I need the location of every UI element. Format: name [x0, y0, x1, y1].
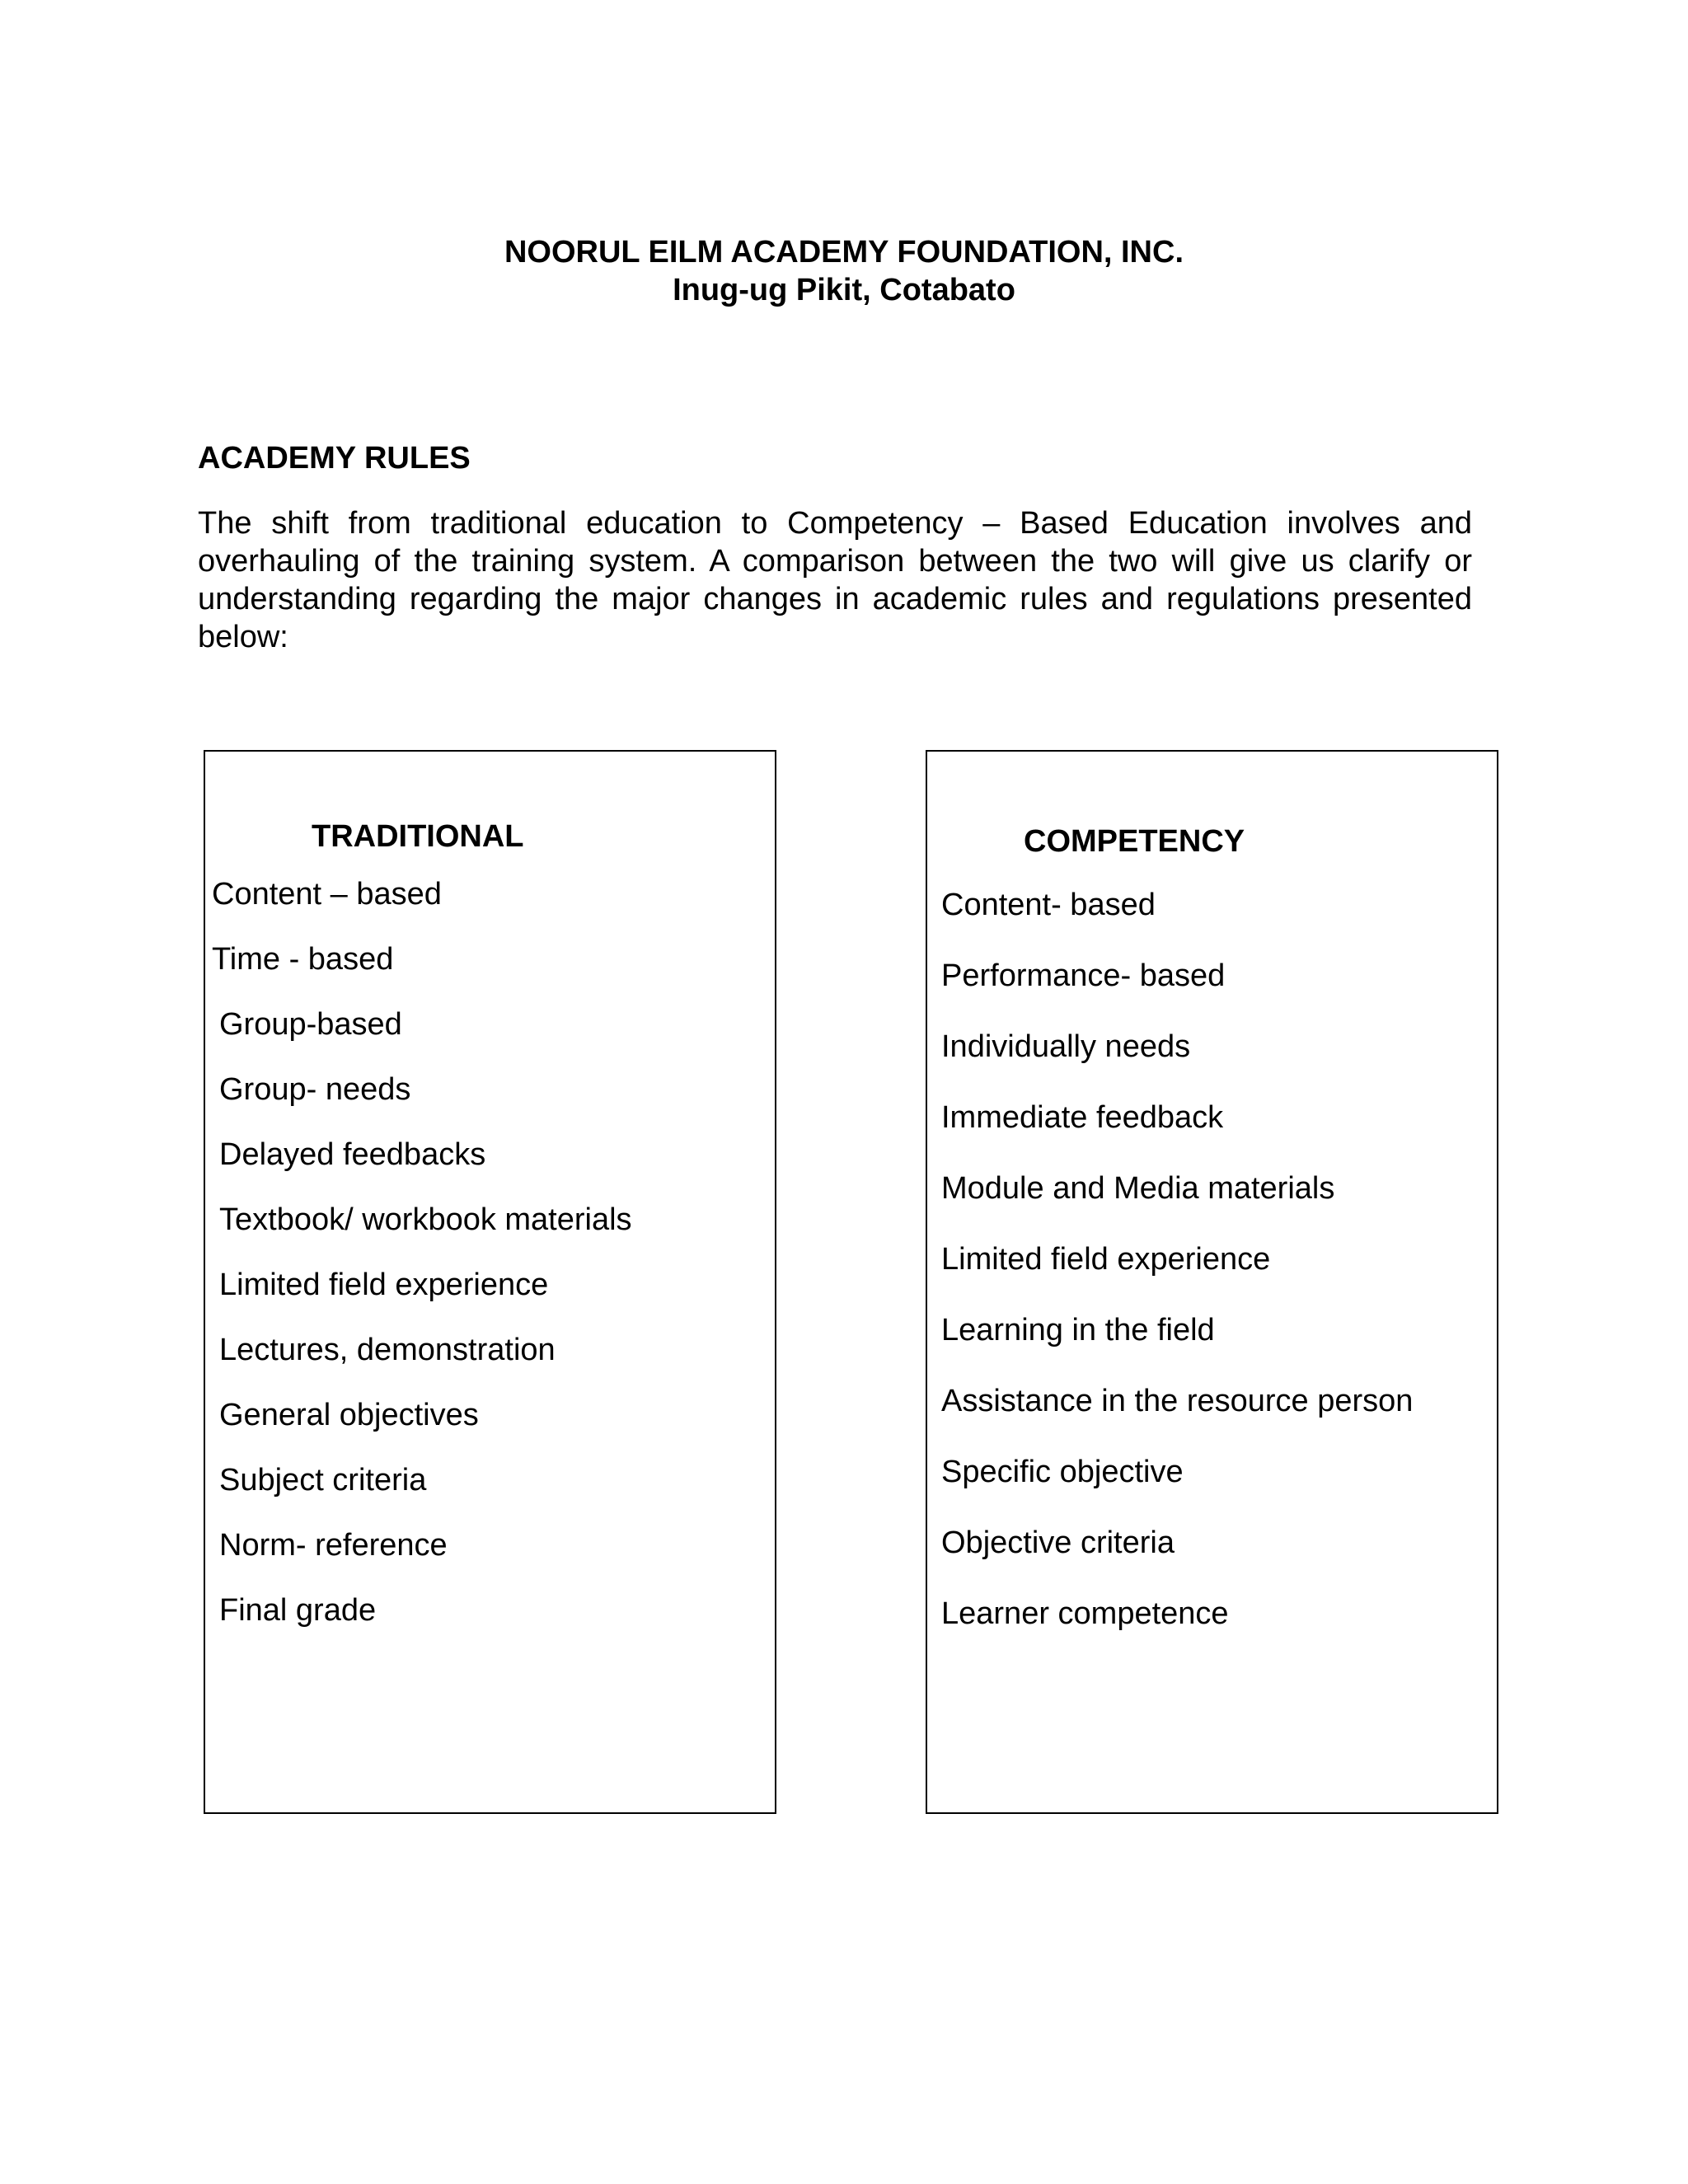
section-title: ACADEMY RULES	[198, 441, 471, 476]
competency-item: Specific objective	[941, 1455, 1184, 1489]
traditional-item: Final grade	[219, 1593, 377, 1628]
traditional-item: Content – based	[212, 877, 442, 912]
traditional-item: Delayed feedbacks	[219, 1137, 486, 1172]
intro-paragraph: The shift from traditional education to Competency – Based Education involves and overhauling of the training system. A comparison between the two will give us clarify or understanding regarding the major changes in academic rules and regulations presented below:	[198, 506, 1472, 654]
organization-address: Inug-ug Pikit, Cotabato	[673, 273, 1015, 307]
traditional-item: Subject criteria	[219, 1463, 427, 1497]
traditional-item: Lectures, demonstration	[219, 1333, 556, 1367]
competency-item: Performance- based	[941, 958, 1226, 993]
competency-item: Assistance in the resource person	[941, 1384, 1414, 1418]
competency-title: COMPETENCY	[1024, 824, 1245, 859]
competency-item: Learner competence	[941, 1596, 1229, 1631]
traditional-item: Textbook/ workbook materials	[219, 1202, 632, 1237]
competency-box	[926, 750, 1498, 1814]
traditional-item: Time - based	[212, 942, 394, 977]
traditional-box	[204, 750, 776, 1814]
competency-item: Individually needs	[941, 1029, 1191, 1064]
competency-item: Immediate feedback	[941, 1100, 1224, 1135]
competency-item: Module and Media materials	[941, 1171, 1335, 1206]
competency-item: Limited field experience	[941, 1242, 1271, 1277]
traditional-item: Group-based	[219, 1007, 402, 1042]
traditional-item: Limited field experience	[219, 1268, 549, 1302]
competency-item: Objective criteria	[941, 1526, 1175, 1560]
organization-name: NOORUL EILM ACADEMY FOUNDATION, INC.	[504, 235, 1184, 269]
traditional-item: Group- needs	[219, 1072, 411, 1107]
competency-item: Content- based	[941, 888, 1156, 922]
competency-item: Learning in the field	[941, 1313, 1215, 1347]
traditional-title: TRADITIONAL	[312, 819, 524, 854]
traditional-item: Norm- reference	[219, 1528, 448, 1563]
traditional-item: General objectives	[219, 1398, 479, 1432]
